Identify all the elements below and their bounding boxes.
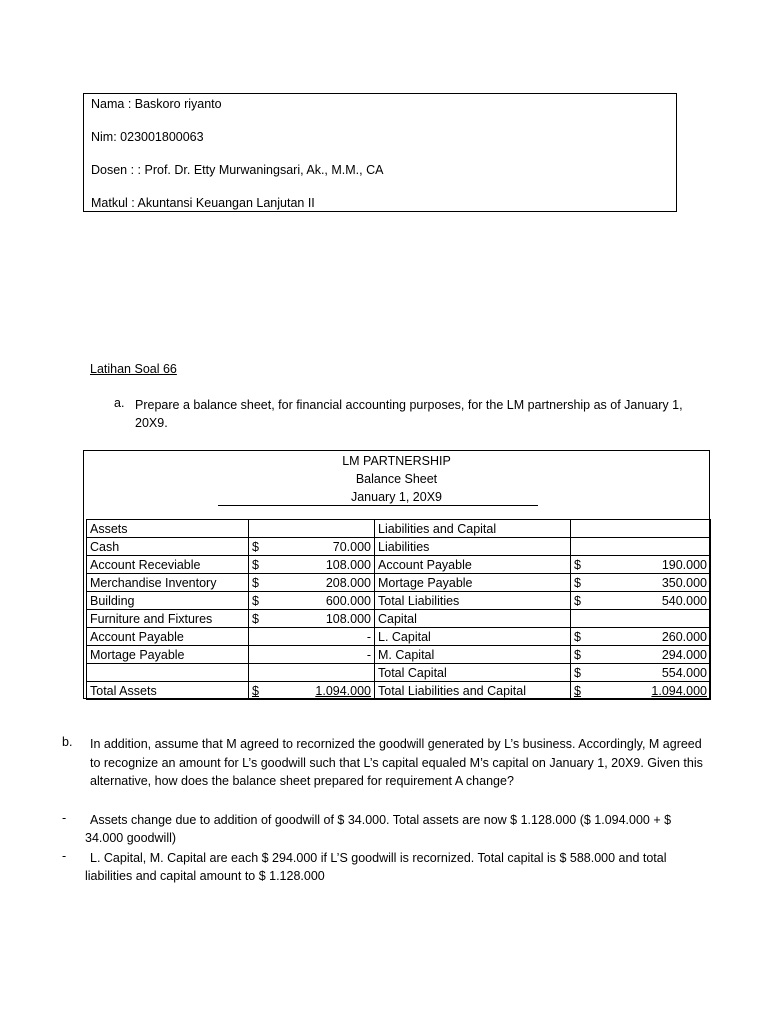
statement-date: January 1, 20X9 [350,490,443,504]
student-name: Nama : Baskoro riyanto [91,97,222,111]
table-row [87,520,711,538]
right-amount-cell [571,538,711,556]
balance-sheet-table [86,519,711,700]
right-amount-cell [571,520,711,538]
row-label [375,646,571,664]
row-label [375,592,571,610]
right-label: L. Capital [378,629,431,644]
left-amount-cell [249,664,375,682]
left-amount-cell [249,520,375,538]
left-label: Furniture and Fixtures [90,611,213,626]
row-label [87,520,249,538]
right-label: Capital [378,611,417,626]
left-amount-cell [249,592,375,610]
amount: 294.000 [661,647,707,662]
question-a-text: Prepare a balance sheet, for financial accounting purposes, for the LM partnership as of January 1, 20X9. [135,398,683,430]
table-row [87,682,711,700]
currency-symbol: $ [252,539,259,554]
currency-symbol: $ [574,647,581,662]
left-amount-cell [249,538,375,556]
table-row [87,646,711,664]
left-label: Assets [90,521,128,536]
table-row [87,538,711,556]
answer-dash: - [62,849,67,863]
row-label [87,664,249,682]
left-label: Mortage Payable [90,647,185,662]
row-label [87,628,249,646]
row-label [375,628,571,646]
currency-symbol: $ [574,665,581,680]
right-amount-cell [571,628,711,646]
row-label [87,646,249,664]
left-amount-cell [249,556,375,574]
course: Matkul : Akuntansi Keuangan Lanjutan II [91,196,315,210]
row-label [375,574,571,592]
currency-symbol: $ [252,593,259,608]
header-underline [218,505,538,506]
answer-dash: - [62,811,67,825]
currency-symbol: $ [252,557,259,572]
amount: - [366,629,371,644]
amount: 540.000 [661,593,707,608]
left-label: Total Assets [90,683,157,698]
right-amount-cell [571,556,711,574]
amount: 1.094.000 [651,683,707,698]
table-row [87,592,711,610]
left-amount-cell [249,646,375,664]
row-label [375,610,571,628]
amount: 1.094.000 [315,683,371,698]
left-label: Building [90,593,135,608]
row-label [87,538,249,556]
identity-box [83,93,677,212]
currency-symbol: $ [574,557,581,572]
amount: 108.000 [325,611,371,626]
student-nim: Nim: 023001800063 [91,130,204,144]
row-label [375,520,571,538]
row-label [87,574,249,592]
right-label: M. Capital [378,647,435,662]
left-amount-cell [249,628,375,646]
left-label: Account Receviable [90,557,201,572]
row-label [375,682,571,700]
question-b-marker: b. [62,735,73,749]
right-amount-cell [571,646,711,664]
right-label: Liabilities and Capital [378,521,497,536]
right-amount-cell [571,574,711,592]
currency-symbol: $ [252,611,259,626]
amount: 260.000 [661,629,707,644]
amount: 554.000 [661,665,707,680]
right-label: Total Liabilities [378,593,460,608]
row-label [375,556,571,574]
right-amount-cell [571,682,711,700]
left-label: Cash [90,539,120,554]
left-label: Merchandise Inventory [90,575,217,590]
row-label [375,538,571,556]
right-amount-cell [571,664,711,682]
currency-symbol: $ [574,575,581,590]
company-name: LM PARTNERSHIP [342,454,451,468]
row-label [87,610,249,628]
currency-symbol: $ [252,683,259,698]
row-label [87,592,249,610]
table-row [87,664,711,682]
row-label [87,556,249,574]
left-amount-cell [249,682,375,700]
question-a-marker: a. [114,396,125,410]
exercise-title: Latihan Soal 66 [90,362,177,376]
left-amount-cell [249,610,375,628]
currency-symbol: $ [574,629,581,644]
answer-2: L. Capital, M. Capital are each $ 294.000 if L’S goodwill is recornized. Total capital is $ 588.000 and total liabilities and capital amount to $ 1.128.000 [85,851,667,883]
row-label [87,682,249,700]
right-label: Total Liabilities and Capital [378,683,527,698]
amount: - [366,647,371,662]
currency-symbol: $ [574,683,581,698]
right-amount-cell [571,610,711,628]
amount: 108.000 [325,557,371,572]
question-b-body: In addition, assume that M agreed to recornized the goodwill generated by L’s business. Accordingly, M agreed to recognize an amount for L’s goodwill such that L’s capital equaled M’s capital on January 1, 20X9. Given this alternative, how does the balance sheet prepared for requirement A change? [90,737,703,788]
table-row [87,628,711,646]
currency-symbol: $ [574,593,581,608]
lecturer: Dosen : : Prof. Dr. Etty Murwaningsari, Ak., M.M., CA [91,163,384,177]
answer-1: Assets change due to addition of goodwill of $ 34.000. Total assets are now $ 1.128.000 ($ 1.094.000 + $ 34.000 goodwill) [85,813,672,845]
right-label: Mortage Payable [378,575,473,590]
amount: 208.000 [325,575,371,590]
statement-title: Balance Sheet [355,472,438,486]
right-amount-cell [571,592,711,610]
amount: 190.000 [661,557,707,572]
right-label: Total Capital [378,665,447,680]
balance-sheet-header [84,451,709,506]
row-label [375,664,571,682]
table-row [87,610,711,628]
amount: 70.000 [332,539,371,554]
left-label: Account Payable [90,629,184,644]
currency-symbol: $ [252,575,259,590]
right-label: Account Payable [378,557,472,572]
table-row [87,556,711,574]
right-label: Liabilities [378,539,430,554]
amount: 600.000 [325,593,371,608]
table-row [87,574,711,592]
left-amount-cell [249,574,375,592]
amount: 350.000 [661,575,707,590]
question-b-text [90,735,705,791]
